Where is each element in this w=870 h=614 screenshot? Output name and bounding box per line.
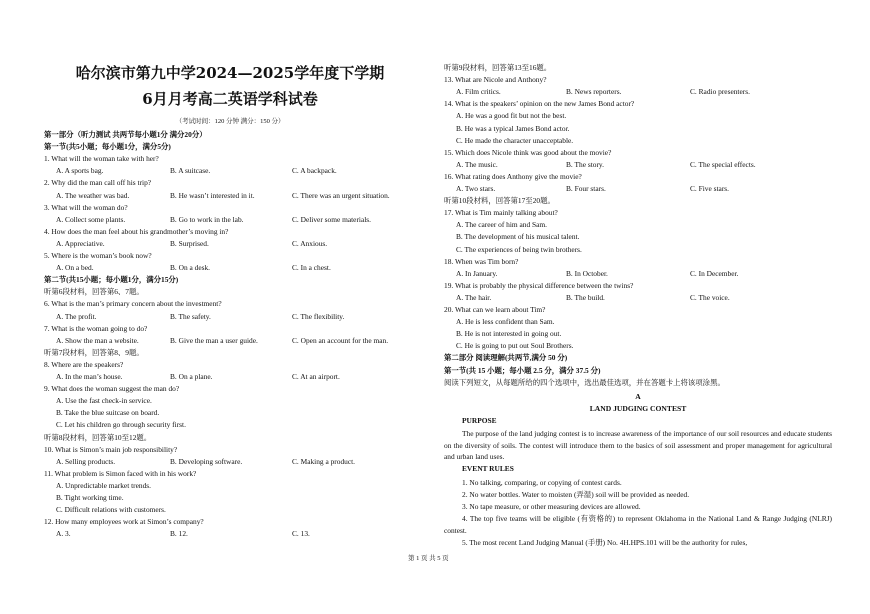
answer-option: B. Take the blue suitcase on board. — [56, 408, 160, 418]
section-letter: A — [635, 392, 641, 401]
answer-option: C. At an airport. — [292, 372, 340, 381]
answer-option: C. Deliver some materials. — [292, 214, 372, 224]
answer-option: B. He is not interested in going out. — [456, 329, 562, 339]
answer-option: C. The experiences of being twin brothers. — [456, 244, 582, 254]
answer-option: A. The hair. — [456, 292, 492, 302]
question-line: 8. Where are the speakers? — [44, 359, 124, 369]
answer-option: A. The career of him and Sam. — [456, 220, 547, 230]
purpose-heading: PURPOSE — [462, 416, 497, 425]
question-line: 16. What rating does Anthony give the movie? — [444, 171, 582, 181]
exam-title-line1: 哈尔滨市第九中学2024—2025学年度下学期 — [75, 64, 385, 82]
answer-option: A. Use the fast check-in service. — [56, 396, 152, 406]
answer-option: A. The music. — [456, 159, 498, 169]
question-line: 听第7段材料，回答第8、9题。 — [44, 347, 144, 357]
answer-option: B. Give the man a user guide. — [170, 335, 258, 345]
question-line: 阅读下列短文，从每题所给的四个选项中，选出最佳选项，并在答题卡上将该项涂黑。 — [444, 377, 725, 387]
answer-option: B. Developing software. — [170, 456, 243, 466]
answer-option: B. Go to work in the lab. — [170, 214, 244, 224]
question-line: 听第6段材料，回答第6、7题。 — [44, 287, 144, 297]
answer-option: B. Four stars. — [566, 184, 606, 193]
answer-option: B. The development of his musical talent. — [456, 232, 580, 242]
answer-option: B. Tight working time. — [56, 493, 124, 502]
answer-option: C. The flexibility. — [292, 311, 345, 321]
question-line: 听第10段材料，回答第17至20题。 — [444, 196, 555, 206]
answer-option: A. Show the man a website. — [56, 335, 139, 345]
question-line: 14. What is the speakers’ opinion on the new James Bond actor? — [444, 99, 635, 109]
question-line: 18. When was Tim born? — [444, 256, 519, 266]
answer-option: B. The build. — [566, 292, 605, 302]
answer-option: C. Open an account for the man. — [292, 335, 389, 345]
question-line: 3. What will the woman do? — [44, 202, 128, 212]
answer-option: C. Anxious. — [292, 238, 328, 248]
answer-option: A. Appreciative. — [56, 238, 105, 248]
question-line: 听第9段材料，回答第13至16题。 — [444, 63, 552, 72]
page-footer: 第 1 页 共 5 页 — [408, 555, 449, 562]
answer-option: A. On a bed. — [56, 263, 94, 273]
question-line: 15. Which does Nicole think was good about the movie? — [444, 147, 612, 157]
answer-option: C. Radio presenters. — [690, 87, 750, 97]
answer-option: A. He is less confident than Sam. — [456, 317, 555, 327]
question-line: 17. What is Tim mainly talking about? — [444, 208, 558, 218]
answer-option: B. On a plane. — [170, 372, 213, 381]
section-heading: 第一节(共 15 小题；每小题 2.5 分，满分 37.5 分) — [444, 365, 601, 375]
question-line: 10. What is Simon’s main job responsibility? — [44, 444, 178, 454]
answer-option: B. News reporters. — [566, 87, 622, 97]
question-line: 19. What is probably the physical difference between the twins? — [444, 280, 634, 290]
answer-option: C. Difficult relations with customers. — [56, 505, 166, 515]
question-line: 20. What can we learn about Tim? — [444, 305, 546, 314]
answer-option: C. Making a product. — [292, 456, 356, 466]
event-rule: 3. No tape measure, or other measuring devices are allowed. — [462, 502, 641, 511]
answer-option: B. 12. — [170, 529, 188, 539]
purpose-text: The purpose of the land judging contest is to increase awareness of the importance of our soil resources and educate students on the diversity of soils. The contest will introduce them to the basics of soil assessment and proper management for agricultural and urban land uses. — [444, 429, 832, 461]
answer-option: C. Five stars. — [690, 184, 730, 193]
answer-option: A. Unpredictable market trends. — [56, 480, 152, 490]
answer-option: A. Selling products. — [56, 456, 116, 466]
answer-option: C. Let his children go through security first. — [56, 420, 186, 430]
passage-title: LAND JUDGING CONTEST — [589, 404, 687, 413]
question-line: 听第8段材料，回答第10至12题。 — [44, 432, 152, 442]
answer-option: C. He made the character unacceptable. — [456, 135, 574, 145]
exam-title-line2: 6月月考高二英语学科试卷 — [142, 90, 318, 108]
answer-option: A. The weather was bad. — [56, 190, 130, 200]
answer-option: A. A sports bag. — [56, 166, 104, 176]
question-line: 2. Why did the man call off his trip? — [44, 178, 152, 188]
answer-option: B. On a desk. — [170, 263, 211, 273]
answer-option: A. Two stars. — [456, 184, 496, 193]
question-line: 6. What is the man’s primary concern about the investment? — [44, 299, 222, 309]
event-rule: 2. No water bottles. Water to moisten (弄湿) soil will be provided as needed. — [462, 490, 690, 499]
answer-option: B. The safety. — [170, 311, 211, 321]
answer-option: C. A backpack. — [292, 166, 337, 176]
section-heading: 第一部分（听力测试 共两节每小题1分 满分20分） — [44, 130, 207, 139]
section-heading: 第二节(共15小题；每小题1分，满分15分) — [44, 275, 179, 285]
answer-option: C. In a chest. — [292, 263, 331, 273]
event-rule: 4. The top five teams will be eligible (有资格的) to represent Oklahoma in the National Land & Range Judging (NLRJ) contest. — [444, 514, 832, 535]
event-rule: 1. No talking, comparing, or copying of contest cards. — [462, 478, 622, 487]
answer-option: A. In the man’s house. — [56, 372, 123, 381]
exam-note: （考试时间：120 分钟 满分：150 分） — [175, 118, 285, 125]
answer-option: C. He is going to put out Soul Brothers. — [456, 341, 574, 351]
answer-option: A. Film critics. — [456, 87, 501, 97]
answer-option: B. He was a typical James Bond actor. — [456, 123, 570, 133]
section-heading: 第一节(共5小题；每小题1分，满分5分) — [44, 142, 171, 152]
answer-option: C. The voice. — [690, 292, 730, 302]
answer-option: B. The story. — [566, 159, 604, 169]
question-line: 12. How many employees work at Simon’s company? — [44, 517, 204, 527]
answer-option: C. There was an urgent situation. — [292, 190, 390, 200]
answer-option: A. In January. — [456, 268, 498, 278]
question-line: 4. How does the man feel about his grandmother’s moving in? — [44, 226, 229, 236]
answer-option: B. A suitcase. — [170, 166, 211, 176]
question-line: 1. What will the woman take with her? — [44, 154, 159, 164]
answer-option: B. Surprised. — [170, 238, 209, 248]
question-line: 7. What is the woman going to do? — [44, 323, 148, 333]
answer-option: A. The profit. — [56, 311, 97, 321]
section-heading: 第二部分 阅读理解(共两节,满分 50 分) — [444, 353, 568, 363]
rules-heading: EVENT RULES — [462, 464, 514, 473]
answer-option: A. He was a good fit but not the best. — [456, 111, 567, 121]
event-rule: 5. The most recent Land Judging Manual (手册) No. 4H.HPS.101 will be the authority for rules, — [462, 538, 748, 547]
answer-option: C. The special effects. — [690, 159, 756, 169]
answer-option: A. Collect some plants. — [56, 214, 126, 224]
answer-option: B. He wasn’t interested in it. — [170, 190, 255, 200]
answer-option: C. 13. — [292, 529, 310, 539]
answer-option: A. 3. — [56, 529, 71, 539]
question-line: 5. Where is the woman’s book now? — [44, 251, 152, 260]
answer-option: C. In December. — [690, 268, 739, 278]
question-line: 11. What problem is Simon faced with in his work? — [44, 468, 197, 478]
question-line: 9. What does the woman suggest the man do? — [44, 384, 180, 394]
answer-option: B. In October. — [566, 268, 608, 278]
question-line: 13. What are Nicole and Anthony? — [444, 75, 547, 85]
